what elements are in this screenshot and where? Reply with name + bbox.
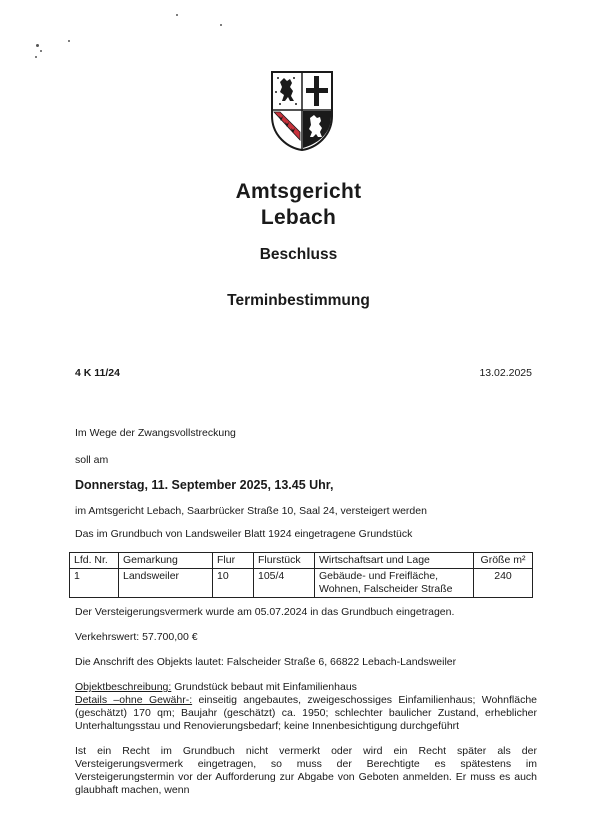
scan-speck <box>35 56 37 58</box>
cell-flur: 10 <box>213 569 254 598</box>
objektbeschreibung <box>75 681 537 694</box>
col-header-lage: Wirtschaftsart und Lage <box>315 553 474 569</box>
objektbeschreibung-text: Grundstück bebaut mit Einfamilienhaus <box>171 681 357 693</box>
document-subject: Terminbestimmung <box>227 292 370 309</box>
appointment-date: Donnerstag, 11. September 2025, 13.45 Uhr, <box>75 478 334 492</box>
scan-speck <box>68 40 70 42</box>
grundbuch-text: Das im Grundbuch von Landsweiler Blatt 1924 eingetragene Grundstück <box>75 528 413 540</box>
vermerk-text: Der Versteigerungsvermerk wurde am 05.07.2024 in das Grundbuch eingetragen. <box>75 606 455 618</box>
intro-text: Im Wege der Zwangsvollstreckung <box>75 427 236 439</box>
table-header-row <box>70 553 533 569</box>
objektbeschreibung-label: Objektbeschreibung: <box>75 681 172 693</box>
col-header-groesse: Größe m² <box>474 553 533 569</box>
scan-speck <box>176 14 178 16</box>
location-text: im Amtsgericht Lebach, Saarbrücker Straße 10, Saal 24, versteigert werden <box>75 505 427 517</box>
file-number: 4 K 11/24 <box>75 367 120 379</box>
details-paragraph <box>75 694 537 733</box>
cell-flurstueck: 105/4 <box>254 569 315 598</box>
court-name-line1: Amtsgericht <box>235 180 362 203</box>
cell-nr: 1 <box>70 569 119 598</box>
col-header-nr: Lfd. Nr. <box>70 553 119 569</box>
details-text: einseitig angebautes, zweigeschossiges Einfamilienhaus; Wohnfläche (geschätzt) 170 qm; Baujahr (geschätzt) ca. 1950; schlechter baulicher Zustand, erheblicher Unterhaltungsstau und Renovierungsbedarf; keine Innenbesichtigung durchgeführt <box>75 694 537 732</box>
cell-lage: Gebäude- und Freifläche, Wohnen, Falscheider Straße <box>315 569 474 598</box>
col-header-flur: Flur <box>213 553 254 569</box>
table-row <box>70 569 533 598</box>
verkehrswert-text: Verkehrswert: 57.700,00 € <box>75 631 198 643</box>
court-name-line2: Lebach <box>260 206 337 229</box>
col-header-gemarkung: Gemarkung <box>119 553 213 569</box>
recht-paragraph: Ist ein Recht im Grundbuch nicht vermerkt oder wird ein Recht später als der Versteigerungsvermerk eingetragen, so muss der Berechtigte es spätestens im Versteigerungstermin vor der Aufforderung zur Abgabe von Geboten anmelden. Er muss es auch glaubhaft machen, wenn <box>75 745 537 796</box>
col-header-flurstueck: Flurstück <box>254 553 315 569</box>
document-type: Beschluss <box>259 246 338 263</box>
scan-speck <box>36 44 39 47</box>
soll-am-text: soll am <box>75 454 109 466</box>
scan-speck <box>40 50 42 52</box>
anschrift-text: Die Anschrift des Objekts lautet: Falscheider Straße 6, 66822 Lebach-Landsweiler <box>75 656 457 668</box>
document-date: 13.02.2025 <box>479 367 532 379</box>
saarland-coat-of-arms <box>270 70 334 152</box>
details-label: Details –ohne Gewähr-: <box>75 694 193 706</box>
scan-speck <box>220 24 222 26</box>
cell-gemarkung: Landsweiler <box>119 569 213 598</box>
cell-groesse: 240 <box>474 569 533 598</box>
property-table <box>69 552 533 598</box>
